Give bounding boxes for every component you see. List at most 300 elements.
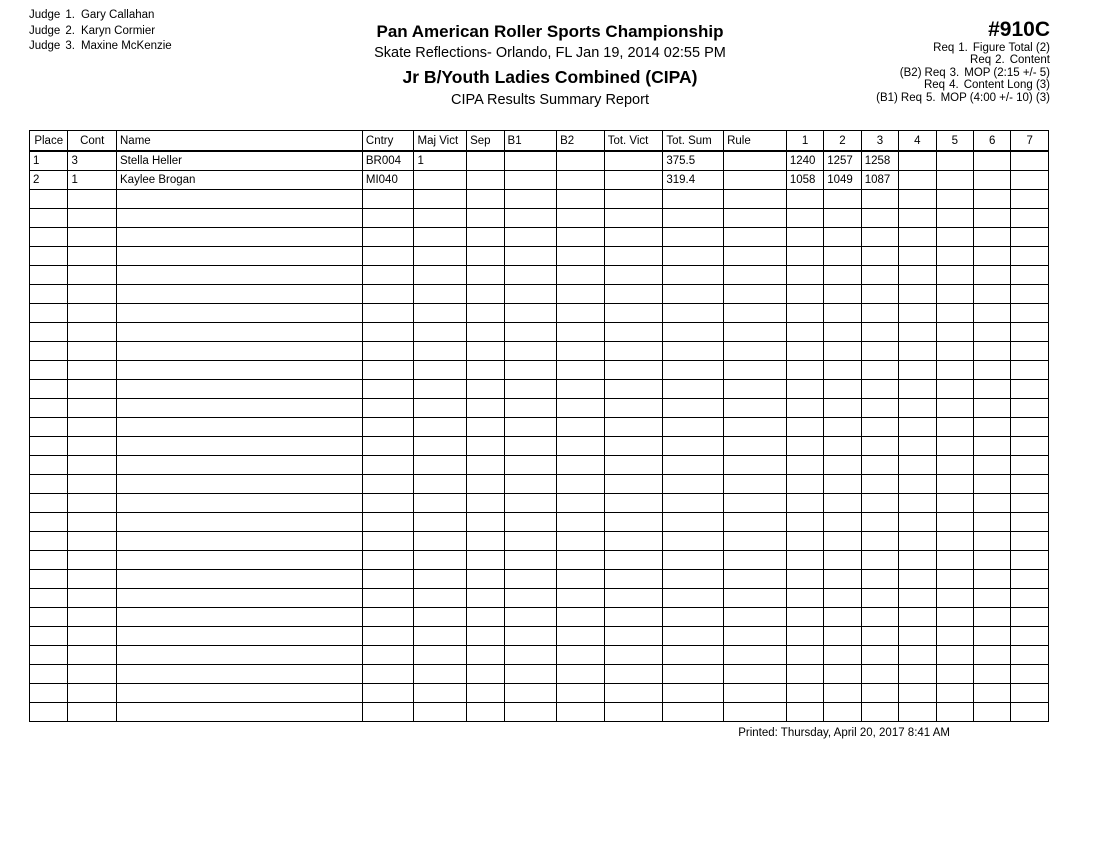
table-cell <box>936 532 973 551</box>
table-cell <box>117 437 363 456</box>
table-cell <box>974 418 1011 437</box>
table-cell <box>974 361 1011 380</box>
table-cell <box>604 570 663 589</box>
table-cell <box>557 665 605 684</box>
table-cell <box>604 323 663 342</box>
table-cell <box>899 703 936 722</box>
table-cell <box>557 703 605 722</box>
table-cell <box>861 190 898 209</box>
table-cell <box>974 190 1011 209</box>
table-cell <box>974 247 1011 266</box>
table-cell <box>824 247 861 266</box>
table-cell <box>68 285 117 304</box>
judge-label: Judge <box>29 9 61 21</box>
table-cell <box>504 494 557 513</box>
requirement-label: Req <box>923 79 946 92</box>
table-cell <box>68 589 117 608</box>
table-cell <box>504 285 557 304</box>
column-header: B2 <box>557 131 605 152</box>
table-row <box>30 532 1049 551</box>
table-cell: 1058 <box>786 171 823 190</box>
table-cell <box>467 665 504 684</box>
column-header: Cont <box>68 131 117 152</box>
table-cell <box>786 361 823 380</box>
table-cell <box>30 399 68 418</box>
table-cell <box>414 342 467 361</box>
table-cell <box>1011 399 1049 418</box>
table-cell <box>504 247 557 266</box>
table-cell <box>974 323 1011 342</box>
table-cell: 3 <box>68 151 117 171</box>
table-cell <box>861 608 898 627</box>
table-cell <box>663 589 724 608</box>
table-cell <box>30 627 68 646</box>
table-cell <box>68 513 117 532</box>
table-cell <box>724 399 787 418</box>
table-cell <box>899 570 936 589</box>
table-cell <box>824 646 861 665</box>
table-cell <box>604 608 663 627</box>
table-cell <box>30 703 68 722</box>
table-cell <box>824 437 861 456</box>
table-cell <box>604 627 663 646</box>
table-cell <box>30 228 68 247</box>
table-cell <box>504 437 557 456</box>
table-cell <box>414 247 467 266</box>
table-row <box>30 570 1049 589</box>
table-cell <box>557 608 605 627</box>
table-cell <box>861 228 898 247</box>
table-cell <box>504 646 557 665</box>
table-cell <box>362 418 414 437</box>
table-cell <box>974 380 1011 399</box>
table-cell <box>936 627 973 646</box>
table-cell <box>824 380 861 399</box>
table-cell <box>786 570 823 589</box>
table-cell <box>824 665 861 684</box>
table-cell <box>1011 646 1049 665</box>
table-cell <box>663 361 724 380</box>
table-cell <box>117 646 363 665</box>
table-cell <box>30 209 68 228</box>
table-cell <box>899 151 936 171</box>
table-cell <box>30 551 68 570</box>
table-cell <box>604 266 663 285</box>
table-cell <box>117 608 363 627</box>
table-cell <box>663 228 724 247</box>
table-cell <box>936 703 973 722</box>
table-cell <box>824 589 861 608</box>
table-cell <box>68 399 117 418</box>
table-row <box>30 323 1049 342</box>
table-cell <box>663 627 724 646</box>
judge-name: Maxine McKenzie <box>80 40 172 52</box>
report-header <box>250 22 850 110</box>
table-cell <box>30 437 68 456</box>
table-row <box>30 684 1049 703</box>
table-cell <box>557 151 605 171</box>
table-cell <box>1011 703 1049 722</box>
results-table <box>29 130 1049 722</box>
table-cell <box>362 342 414 361</box>
table-cell <box>936 228 973 247</box>
table-cell <box>30 361 68 380</box>
table-cell <box>414 551 467 570</box>
table-cell <box>724 323 787 342</box>
table-cell <box>663 475 724 494</box>
table-cell <box>414 228 467 247</box>
table-cell <box>117 665 363 684</box>
table-cell <box>1011 627 1049 646</box>
requirements-panel <box>876 18 1050 104</box>
table-cell <box>899 399 936 418</box>
table-cell <box>861 342 898 361</box>
table-cell <box>68 646 117 665</box>
table-cell <box>724 266 787 285</box>
table-cell <box>786 684 823 703</box>
table-cell <box>68 494 117 513</box>
table-row <box>30 247 1049 266</box>
table-cell <box>1011 684 1049 703</box>
table-cell <box>604 304 663 323</box>
table-cell <box>974 304 1011 323</box>
table-cell <box>467 342 504 361</box>
table-row <box>30 342 1049 361</box>
table-cell <box>414 475 467 494</box>
table-row <box>30 209 1049 228</box>
table-cell <box>824 513 861 532</box>
requirement-label: Req <box>933 42 955 54</box>
table-cell <box>861 475 898 494</box>
table-cell <box>30 342 68 361</box>
table-cell <box>724 703 787 722</box>
table-cell <box>936 608 973 627</box>
table-cell <box>557 190 605 209</box>
table-cell <box>786 494 823 513</box>
table-cell <box>557 342 605 361</box>
table-cell <box>362 285 414 304</box>
table-cell <box>824 418 861 437</box>
table-cell <box>117 304 363 323</box>
table-cell <box>362 209 414 228</box>
table-header-row <box>30 131 1049 152</box>
table-cell <box>604 532 663 551</box>
table-cell <box>824 266 861 285</box>
table-cell <box>414 304 467 323</box>
table-cell: 1049 <box>824 171 861 190</box>
table-cell <box>604 380 663 399</box>
table-cell <box>861 665 898 684</box>
table-cell <box>724 361 787 380</box>
table-row <box>30 151 1049 171</box>
table-cell <box>414 532 467 551</box>
table-cell <box>1011 380 1049 399</box>
table-cell <box>68 551 117 570</box>
table-cell <box>786 456 823 475</box>
column-header: Tot. Sum <box>663 131 724 152</box>
table-cell <box>1011 532 1049 551</box>
table-cell <box>786 304 823 323</box>
table-cell <box>504 551 557 570</box>
table-cell <box>663 399 724 418</box>
requirement-entry <box>876 79 1050 91</box>
table-cell: 2 <box>30 171 68 190</box>
table-cell <box>861 551 898 570</box>
table-cell <box>936 551 973 570</box>
table-row <box>30 171 1049 190</box>
requirement-number: 5. <box>926 91 936 104</box>
table-cell <box>467 494 504 513</box>
table-cell <box>663 418 724 437</box>
table-cell <box>362 532 414 551</box>
table-cell <box>414 266 467 285</box>
table-row <box>30 190 1049 209</box>
table-cell <box>663 703 724 722</box>
table-cell <box>467 399 504 418</box>
column-header: 4 <box>899 131 936 152</box>
table-cell <box>504 342 557 361</box>
table-cell <box>936 418 973 437</box>
table-cell <box>504 228 557 247</box>
table-row <box>30 608 1049 627</box>
table-row <box>30 228 1049 247</box>
table-cell: 1 <box>68 171 117 190</box>
table-cell <box>663 304 724 323</box>
table-cell <box>899 437 936 456</box>
table-cell <box>974 665 1011 684</box>
table-cell <box>414 418 467 437</box>
table-cell <box>414 570 467 589</box>
table-cell <box>30 475 68 494</box>
table-cell <box>861 646 898 665</box>
table-cell <box>724 513 787 532</box>
table-cell <box>414 646 467 665</box>
table-cell <box>30 608 68 627</box>
table-cell <box>117 589 363 608</box>
table-cell <box>557 171 605 190</box>
table-cell <box>504 703 557 722</box>
table-cell <box>467 627 504 646</box>
table-row <box>30 285 1049 304</box>
table-cell <box>30 494 68 513</box>
table-cell <box>557 380 605 399</box>
table-cell <box>974 456 1011 475</box>
table-cell <box>117 513 363 532</box>
table-cell <box>557 323 605 342</box>
requirement-label: Req <box>970 54 992 67</box>
table-cell <box>936 304 973 323</box>
table-cell <box>557 475 605 494</box>
table-cell <box>936 475 973 494</box>
table-cell <box>504 171 557 190</box>
table-cell <box>936 589 973 608</box>
table-cell <box>68 418 117 437</box>
table-cell <box>362 494 414 513</box>
table-cell <box>936 399 973 418</box>
table-cell <box>786 190 823 209</box>
table-cell <box>936 323 973 342</box>
table-cell <box>30 190 68 209</box>
table-cell <box>362 513 414 532</box>
column-header: 2 <box>824 131 861 152</box>
table-cell <box>936 494 973 513</box>
table-cell <box>786 323 823 342</box>
table-cell <box>936 209 973 228</box>
table-row <box>30 475 1049 494</box>
table-cell <box>663 513 724 532</box>
table-cell <box>557 589 605 608</box>
table-cell <box>724 228 787 247</box>
table-cell: 1 <box>30 151 68 171</box>
table-cell <box>899 380 936 399</box>
column-header: 5 <box>936 131 973 152</box>
table-cell <box>663 494 724 513</box>
table-cell <box>1011 418 1049 437</box>
table-cell <box>724 627 787 646</box>
table-cell <box>1011 570 1049 589</box>
table-cell <box>68 190 117 209</box>
table-cell <box>362 323 414 342</box>
table-cell <box>557 646 605 665</box>
table-cell <box>824 323 861 342</box>
table-cell <box>362 437 414 456</box>
table-cell <box>362 247 414 266</box>
table-cell <box>467 532 504 551</box>
table-cell <box>117 285 363 304</box>
table-cell <box>467 551 504 570</box>
table-cell <box>117 247 363 266</box>
table-cell <box>604 228 663 247</box>
table-cell <box>117 532 363 551</box>
table-cell <box>724 190 787 209</box>
table-cell <box>68 342 117 361</box>
table-cell <box>936 380 973 399</box>
table-cell <box>68 627 117 646</box>
table-cell <box>663 380 724 399</box>
table-cell <box>899 513 936 532</box>
table-cell <box>68 570 117 589</box>
table-cell <box>557 551 605 570</box>
table-cell <box>1011 494 1049 513</box>
table-cell <box>899 646 936 665</box>
table-cell <box>1011 266 1049 285</box>
table-cell <box>974 627 1011 646</box>
table-cell <box>414 437 467 456</box>
table-cell: 375.5 <box>663 151 724 171</box>
table-cell <box>467 570 504 589</box>
table-cell <box>467 171 504 190</box>
table-cell <box>936 646 973 665</box>
judge-name: Gary Callahan <box>80 9 155 21</box>
table-cell <box>936 171 973 190</box>
table-cell <box>724 304 787 323</box>
table-cell <box>786 437 823 456</box>
event-number: #910C <box>988 18 1050 41</box>
table-cell <box>467 608 504 627</box>
table-cell <box>1011 228 1049 247</box>
table-cell <box>504 513 557 532</box>
table-cell <box>1011 475 1049 494</box>
requirement-entry <box>876 42 1050 54</box>
table-cell <box>504 456 557 475</box>
column-header: 6 <box>974 131 1011 152</box>
table-cell: Kaylee Brogan <box>117 171 363 190</box>
table-cell <box>414 627 467 646</box>
table-cell <box>899 285 936 304</box>
table-cell <box>663 532 724 551</box>
table-cell <box>974 437 1011 456</box>
table-cell <box>557 532 605 551</box>
table-cell <box>604 247 663 266</box>
table-cell <box>724 456 787 475</box>
requirement-number: 4. <box>949 79 959 92</box>
table-cell <box>604 418 663 437</box>
table-cell: 1087 <box>861 171 898 190</box>
table-cell <box>724 551 787 570</box>
table-cell <box>30 304 68 323</box>
table-cell <box>604 589 663 608</box>
table-cell <box>117 323 363 342</box>
table-cell <box>504 151 557 171</box>
table-cell <box>899 190 936 209</box>
table-cell <box>604 399 663 418</box>
table-cell <box>936 285 973 304</box>
table-cell <box>557 228 605 247</box>
requirement-prefix: (B2) <box>899 66 922 79</box>
table-cell <box>30 532 68 551</box>
table-cell <box>899 684 936 703</box>
table-cell <box>362 399 414 418</box>
table-cell <box>861 361 898 380</box>
table-cell <box>899 665 936 684</box>
table-cell <box>362 570 414 589</box>
table-cell <box>861 589 898 608</box>
table-cell <box>117 228 363 247</box>
table-cell <box>936 437 973 456</box>
table-cell: 1240 <box>786 151 823 171</box>
table-cell <box>974 703 1011 722</box>
table-row <box>30 513 1049 532</box>
judge-entry <box>29 39 172 55</box>
table-cell <box>557 437 605 456</box>
table-cell <box>117 380 363 399</box>
table-cell <box>467 190 504 209</box>
table-cell <box>117 684 363 703</box>
table-cell <box>117 494 363 513</box>
table-cell <box>974 513 1011 532</box>
table-cell <box>1011 513 1049 532</box>
table-row <box>30 399 1049 418</box>
column-header: Cntry <box>362 131 414 152</box>
table-cell <box>604 703 663 722</box>
table-cell <box>899 323 936 342</box>
table-cell <box>30 570 68 589</box>
table-cell <box>557 209 605 228</box>
table-cell <box>899 266 936 285</box>
table-cell <box>604 665 663 684</box>
table-cell <box>68 228 117 247</box>
table-row <box>30 437 1049 456</box>
table-cell <box>414 703 467 722</box>
table-cell <box>786 627 823 646</box>
table-cell <box>974 285 1011 304</box>
table-cell <box>1011 171 1049 190</box>
table-cell <box>68 475 117 494</box>
table-cell <box>362 551 414 570</box>
table-cell <box>824 494 861 513</box>
table-cell <box>786 703 823 722</box>
table-cell <box>504 608 557 627</box>
